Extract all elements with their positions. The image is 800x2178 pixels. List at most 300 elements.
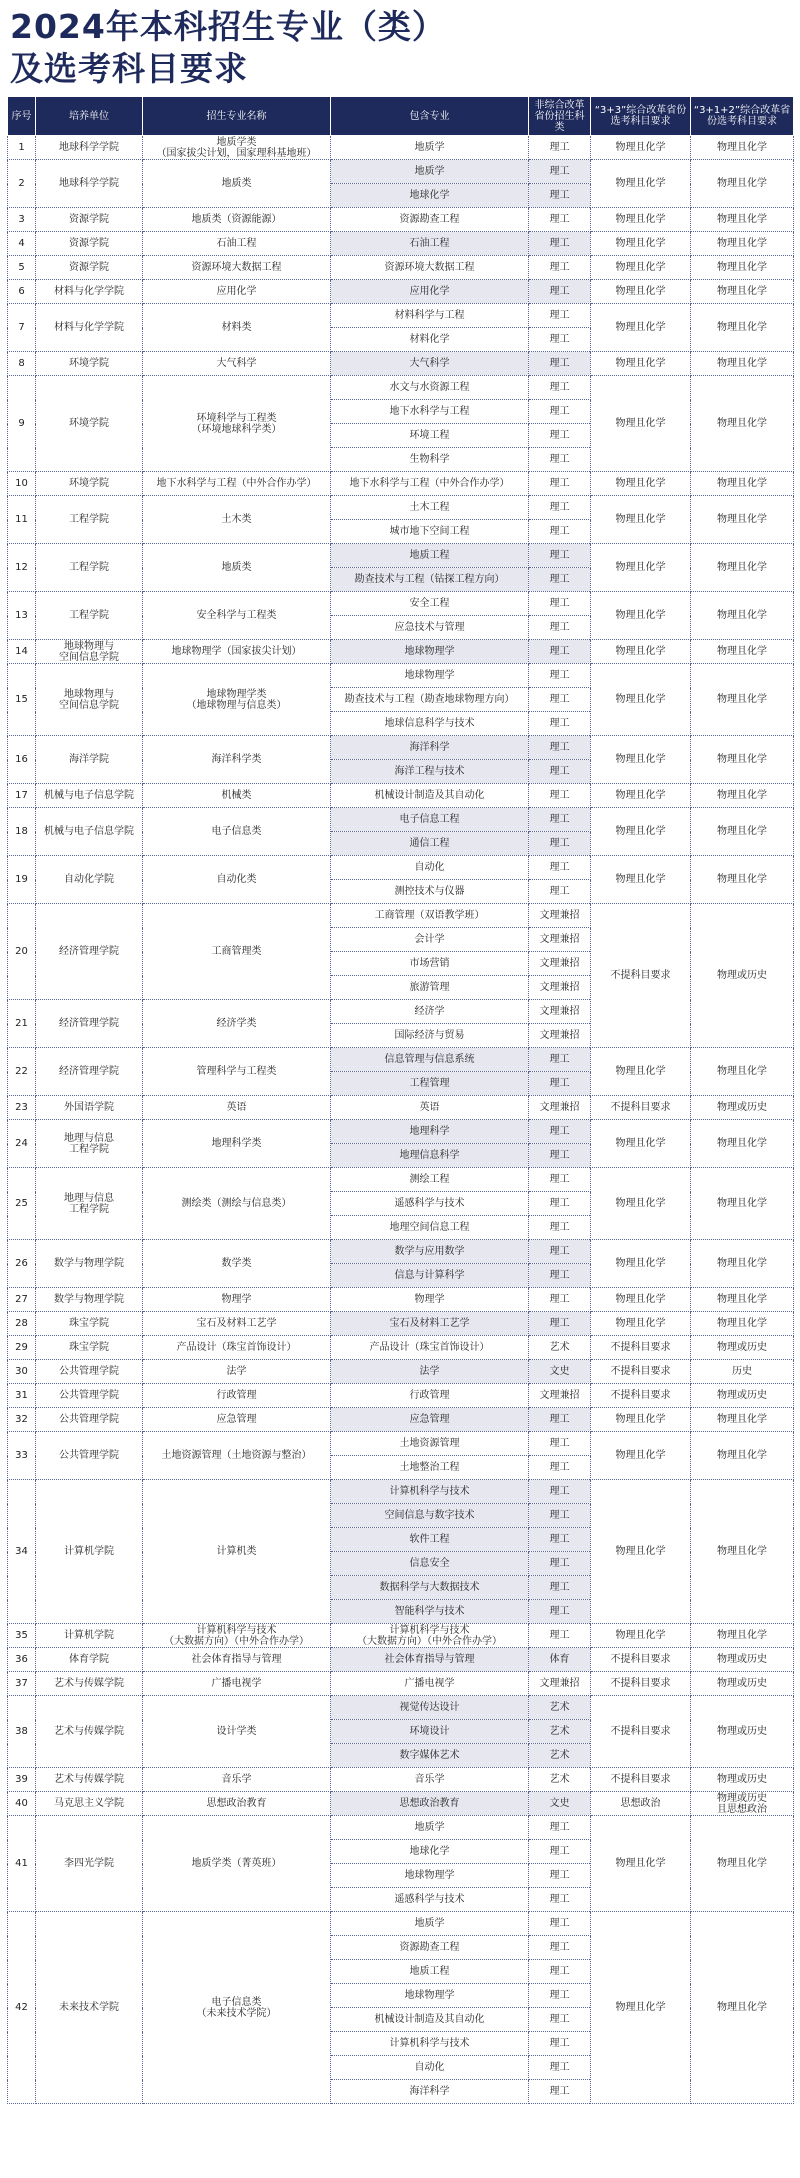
included-major: 土木工程 <box>331 496 529 520</box>
program-name: 数学类 <box>143 1240 331 1288</box>
training-unit: 工程学院 <box>36 496 143 544</box>
program-name: 安全科学与工程类 <box>143 592 331 640</box>
training-unit: 公共管理学院 <box>36 1360 143 1384</box>
admission-track: 文理兼招 <box>529 1672 591 1696</box>
included-major: 地球信息科学与技术 <box>331 712 529 736</box>
included-major: 地理科学 <box>331 1120 529 1144</box>
table-row <box>8 1120 794 1144</box>
program-name: 经济学类 <box>143 1000 331 1048</box>
program-name: 海洋科学类 <box>143 736 331 784</box>
program-name: 应用化学 <box>143 280 331 304</box>
table-row <box>8 136 794 160</box>
training-unit: 数学与物理学院 <box>36 1240 143 1288</box>
requirement-3-1-2: 物理且化学 <box>691 136 794 160</box>
requirement-3-3: 物理且化学 <box>591 1240 691 1288</box>
included-major: 国际经济与贸易 <box>331 1024 529 1048</box>
table-row <box>8 856 794 880</box>
table-row <box>8 256 794 280</box>
requirement-3-3: 不提科目要求 <box>591 1360 691 1384</box>
admission-track: 理工 <box>529 688 591 712</box>
row-number: 4 <box>8 232 36 256</box>
admission-track: 理工 <box>529 1984 591 2008</box>
included-major: 自动化 <box>331 2056 529 2080</box>
requirement-3-3: 不提科目要求 <box>591 1768 691 1792</box>
admission-track: 理工 <box>529 880 591 904</box>
row-number: 8 <box>8 352 36 376</box>
requirement-3-1-2: 物理且化学 <box>691 376 794 472</box>
admission-track: 理工 <box>529 1144 591 1168</box>
training-unit: 珠宝学院 <box>36 1336 143 1360</box>
table-row <box>8 1240 794 1264</box>
program-name: 材料类 <box>143 304 331 352</box>
included-major: 计算机科学与技术 （大数据方向）（中外合作办学） <box>331 1624 529 1648</box>
requirement-3-3: 物理且化学 <box>591 472 691 496</box>
program-name: 法学 <box>143 1360 331 1384</box>
row-number: 11 <box>8 496 36 544</box>
row-number: 10 <box>8 472 36 496</box>
requirement-3-3: 不提科目要求 <box>591 1696 691 1768</box>
requirement-3-3: 不提科目要求 <box>591 1648 691 1672</box>
requirement-3-3: 物理且化学 <box>591 736 691 784</box>
included-major: 旅游管理 <box>331 976 529 1000</box>
admission-track: 理工 <box>529 808 591 832</box>
admission-track: 理工 <box>529 160 591 184</box>
admission-track: 艺术 <box>529 1336 591 1360</box>
admission-track: 文理兼招 <box>529 904 591 928</box>
included-major: 资源勘查工程 <box>331 1936 529 1960</box>
requirement-3-1-2: 物理且化学 <box>691 856 794 904</box>
included-major: 信息管理与信息系统 <box>331 1048 529 1072</box>
admission-track: 理工 <box>529 1120 591 1144</box>
requirement-3-3: 物理且化学 <box>591 1816 691 1912</box>
included-major: 信息与计算科学 <box>331 1264 529 1288</box>
training-unit: 艺术与传媒学院 <box>36 1696 143 1768</box>
admission-track: 理工 <box>529 640 591 664</box>
included-major: 音乐学 <box>331 1768 529 1792</box>
admission-track: 理工 <box>529 1264 591 1288</box>
requirement-3-1-2: 物理且化学 <box>691 1624 794 1648</box>
admission-track: 理工 <box>529 1288 591 1312</box>
included-major: 工程管理 <box>331 1072 529 1096</box>
admission-track: 理工 <box>529 352 591 376</box>
row-number: 32 <box>8 1408 36 1432</box>
included-major: 勘查技术与工程（勘查地球物理方向） <box>331 688 529 712</box>
table-row <box>8 232 794 256</box>
admission-track: 理工 <box>529 328 591 352</box>
requirement-3-1-2: 物理且化学 <box>691 232 794 256</box>
requirement-3-1-2: 物理且化学 <box>691 784 794 808</box>
requirement-3-3: 物理且化学 <box>591 208 691 232</box>
included-major: 数学与应用数学 <box>331 1240 529 1264</box>
requirement-3-3: 物理且化学 <box>591 544 691 592</box>
included-major: 应用化学 <box>331 280 529 304</box>
included-major: 应急技术与管理 <box>331 616 529 640</box>
header-req-3-1-2: “3+1+2”综合改革省份选考科目要求 <box>691 97 794 136</box>
row-number: 1 <box>8 136 36 160</box>
included-major: 行政管理 <box>331 1384 529 1408</box>
included-major: 地球物理学 <box>331 1984 529 2008</box>
requirement-3-1-2: 历史 <box>691 1360 794 1384</box>
included-major: 通信工程 <box>331 832 529 856</box>
admission-track: 理工 <box>529 280 591 304</box>
row-number: 7 <box>8 304 36 352</box>
program-name: 行政管理 <box>143 1384 331 1408</box>
row-number: 42 <box>8 1912 36 2104</box>
requirement-3-3: 物理且化学 <box>591 1624 691 1648</box>
program-name: 物理学 <box>143 1288 331 1312</box>
table-row <box>8 592 794 616</box>
program-name: 地球物理学类 （地球物理与信息类） <box>143 664 331 736</box>
included-major: 自动化 <box>331 856 529 880</box>
table-row <box>8 1768 794 1792</box>
admission-track: 理工 <box>529 616 591 640</box>
included-major: 材料化学 <box>331 328 529 352</box>
admission-track: 理工 <box>529 1408 591 1432</box>
included-major: 机械设计制造及其自动化 <box>331 784 529 808</box>
requirement-3-3: 物理且化学 <box>591 1312 691 1336</box>
admission-track: 理工 <box>529 1432 591 1456</box>
training-unit: 艺术与传媒学院 <box>36 1768 143 1792</box>
table-row <box>8 1360 794 1384</box>
admission-track: 理工 <box>529 1816 591 1840</box>
program-name: 土地资源管理（土地资源与整治） <box>143 1432 331 1480</box>
admission-track: 文理兼招 <box>529 1384 591 1408</box>
included-major: 地球物理学 <box>331 640 529 664</box>
requirement-3-3: 物理且化学 <box>591 784 691 808</box>
row-number: 28 <box>8 1312 36 1336</box>
requirement-3-1-2: 物理且化学 <box>691 1816 794 1912</box>
training-unit: 经济管理学院 <box>36 1048 143 1096</box>
table-row <box>8 1648 794 1672</box>
training-unit: 资源学院 <box>36 208 143 232</box>
program-name: 地下水科学与工程（中外合作办学） <box>143 472 331 496</box>
row-number: 23 <box>8 1096 36 1120</box>
admission-track: 文史 <box>529 1792 591 1816</box>
training-unit: 经济管理学院 <box>36 1000 143 1048</box>
table-row <box>8 304 794 328</box>
included-major: 遥感科学与技术 <box>331 1192 529 1216</box>
training-unit: 材料与化学学院 <box>36 304 143 352</box>
included-major: 市场营销 <box>331 952 529 976</box>
admission-track: 理工 <box>529 592 591 616</box>
included-major: 材料科学与工程 <box>331 304 529 328</box>
row-number: 17 <box>8 784 36 808</box>
header-majors: 包含专业 <box>331 97 529 136</box>
program-name: 应急管理 <box>143 1408 331 1432</box>
requirement-3-3: 思想政治 <box>591 1792 691 1816</box>
included-major: 生物科学 <box>331 448 529 472</box>
admission-track: 理工 <box>529 2032 591 2056</box>
included-major: 应急管理 <box>331 1408 529 1432</box>
admission-track: 理工 <box>529 568 591 592</box>
included-major: 石油工程 <box>331 232 529 256</box>
program-name: 社会体育指导与管理 <box>143 1648 331 1672</box>
requirement-3-1-2: 物理或历史 <box>691 1384 794 1408</box>
program-name: 自动化类 <box>143 856 331 904</box>
included-major: 物理学 <box>331 1288 529 1312</box>
training-unit: 数学与物理学院 <box>36 1288 143 1312</box>
row-number: 41 <box>8 1816 36 1912</box>
table-row <box>8 1696 794 1720</box>
training-unit: 地理与信息 工程学院 <box>36 1120 143 1168</box>
requirement-3-1-2: 物理且化学 <box>691 592 794 640</box>
training-unit: 外国语学院 <box>36 1096 143 1120</box>
requirement-3-3: 物理且化学 <box>591 304 691 352</box>
requirement-3-3: 物理且化学 <box>591 1912 691 2104</box>
requirement-3-3: 物理且化学 <box>591 352 691 376</box>
admission-track: 理工 <box>529 2008 591 2032</box>
included-major: 地质工程 <box>331 544 529 568</box>
row-number: 3 <box>8 208 36 232</box>
row-number: 24 <box>8 1120 36 1168</box>
row-number: 31 <box>8 1384 36 1408</box>
requirement-3-1-2: 物理且化学 <box>691 1120 794 1168</box>
admission-track: 理工 <box>529 376 591 400</box>
page-title <box>10 6 446 90</box>
program-name: 管理科学与工程类 <box>143 1048 331 1096</box>
included-major: 经济学 <box>331 1000 529 1024</box>
admission-track: 理工 <box>529 1480 591 1504</box>
row-number: 16 <box>8 736 36 784</box>
included-major: 水文与水资源工程 <box>331 376 529 400</box>
requirement-3-3: 物理且化学 <box>591 280 691 304</box>
table-row <box>8 1672 794 1696</box>
admission-track: 理工 <box>529 1240 591 1264</box>
admission-track: 理工 <box>529 760 591 784</box>
admission-track: 理工 <box>529 1840 591 1864</box>
included-major: 安全工程 <box>331 592 529 616</box>
training-unit: 李四光学院 <box>36 1816 143 1912</box>
requirement-3-3: 物理且化学 <box>591 592 691 640</box>
requirement-3-1-2: 物理且化学 <box>691 1432 794 1480</box>
included-major: 地下水科学与工程（中外合作办学） <box>331 472 529 496</box>
header-no: 序号 <box>8 97 36 136</box>
table-row <box>8 280 794 304</box>
table-row <box>8 208 794 232</box>
admission-track: 文理兼招 <box>529 1024 591 1048</box>
training-unit: 机械与电子信息学院 <box>36 808 143 856</box>
requirement-3-3: 物理且化学 <box>591 496 691 544</box>
admission-track: 理工 <box>529 1552 591 1576</box>
header-track: 非综合改革省份招生科类 <box>529 97 591 136</box>
requirement-3-3: 物理且化学 <box>591 1432 691 1480</box>
table-row <box>8 808 794 832</box>
table-row <box>8 1816 794 1840</box>
admission-track: 理工 <box>529 856 591 880</box>
row-number: 14 <box>8 640 36 664</box>
training-unit: 自动化学院 <box>36 856 143 904</box>
included-major: 数字媒体艺术 <box>331 1744 529 1768</box>
training-unit: 公共管理学院 <box>36 1384 143 1408</box>
training-unit: 资源学院 <box>36 256 143 280</box>
training-unit: 地球物理与 空间信息学院 <box>36 640 143 664</box>
table-row <box>8 160 794 184</box>
included-major: 思想政治教育 <box>331 1792 529 1816</box>
requirement-3-1-2: 物理且化学 <box>691 472 794 496</box>
admission-track: 理工 <box>529 304 591 328</box>
requirement-3-1-2: 物理且化学 <box>691 1168 794 1240</box>
included-major: 计算机科学与技术 <box>331 2032 529 2056</box>
row-number: 39 <box>8 1768 36 1792</box>
requirement-3-1-2: 物理且化学 <box>691 1408 794 1432</box>
requirement-3-3: 物理且化学 <box>591 232 691 256</box>
table-row <box>8 1168 794 1192</box>
admission-track: 体育 <box>529 1648 591 1672</box>
title-line-1: 2024年本科招生专业（类） <box>10 7 446 46</box>
admission-track: 艺术 <box>529 1696 591 1720</box>
requirement-3-3: 不提科目要求 <box>591 904 691 1048</box>
admission-track: 理工 <box>529 1912 591 1936</box>
training-unit: 地球科学学院 <box>36 136 143 160</box>
admission-track: 理工 <box>529 1936 591 1960</box>
requirement-3-3: 物理且化学 <box>591 160 691 208</box>
requirement-3-1-2: 物理或历史 <box>691 1336 794 1360</box>
table-row <box>8 1312 794 1336</box>
table-body <box>8 136 794 2104</box>
table-row <box>8 640 794 664</box>
training-unit: 地球科学学院 <box>36 160 143 208</box>
table-row <box>8 1288 794 1312</box>
row-number: 33 <box>8 1432 36 1480</box>
row-number: 38 <box>8 1696 36 1768</box>
admission-track: 理工 <box>529 136 591 160</box>
program-name: 地质学类 （国家拔尖计划，国家理科基地班） <box>143 136 331 160</box>
requirement-3-1-2: 物理或历史 <box>691 1768 794 1792</box>
requirement-3-3: 不提科目要求 <box>591 1096 691 1120</box>
included-major: 地球化学 <box>331 184 529 208</box>
included-major: 环境设计 <box>331 1720 529 1744</box>
admission-track: 文理兼招 <box>529 976 591 1000</box>
program-name: 电子信息类 （未来技术学院） <box>143 1912 331 2104</box>
included-major: 空间信息与数字技术 <box>331 1504 529 1528</box>
table-row <box>8 544 794 568</box>
row-number: 29 <box>8 1336 36 1360</box>
program-name: 土木类 <box>143 496 331 544</box>
admission-track: 理工 <box>529 424 591 448</box>
requirement-3-1-2: 物理且化学 <box>691 640 794 664</box>
training-unit: 计算机学院 <box>36 1480 143 1624</box>
admission-track: 理工 <box>529 736 591 760</box>
included-major: 智能科学与技术 <box>331 1600 529 1624</box>
included-major: 大气科学 <box>331 352 529 376</box>
included-major: 产品设计（珠宝首饰设计） <box>331 1336 529 1360</box>
requirement-3-1-2: 物理且化学 <box>691 160 794 208</box>
admission-track: 文史 <box>529 1360 591 1384</box>
admission-track: 理工 <box>529 1216 591 1240</box>
row-number: 37 <box>8 1672 36 1696</box>
included-major: 地质学 <box>331 1816 529 1840</box>
requirement-3-1-2: 物理或历史 <box>691 904 794 1048</box>
training-unit: 环境学院 <box>36 376 143 472</box>
program-name: 设计学类 <box>143 1696 331 1768</box>
table-row <box>8 1096 794 1120</box>
admission-track: 理工 <box>529 1528 591 1552</box>
requirement-3-3: 物理且化学 <box>591 1048 691 1096</box>
requirement-3-1-2: 物理且化学 <box>691 544 794 592</box>
table-row <box>8 1048 794 1072</box>
training-unit: 公共管理学院 <box>36 1432 143 1480</box>
program-name: 大气科学 <box>143 352 331 376</box>
row-number: 30 <box>8 1360 36 1384</box>
program-name: 工商管理类 <box>143 904 331 1000</box>
admission-track: 理工 <box>529 712 591 736</box>
training-unit: 地理与信息 工程学院 <box>36 1168 143 1240</box>
admission-track: 理工 <box>529 400 591 424</box>
admission-track: 理工 <box>529 232 591 256</box>
table-row <box>8 1624 794 1648</box>
admission-track: 理工 <box>529 1312 591 1336</box>
program-name: 产品设计（珠宝首饰设计） <box>143 1336 331 1360</box>
program-name: 资源环境大数据工程 <box>143 256 331 280</box>
program-name: 思想政治教育 <box>143 1792 331 1816</box>
requirement-3-1-2: 物理且化学 <box>691 208 794 232</box>
included-major: 环境工程 <box>331 424 529 448</box>
table-row <box>8 1792 794 1816</box>
included-major: 土地整治工程 <box>331 1456 529 1480</box>
requirement-3-1-2: 物理或历史 且思想政治 <box>691 1792 794 1816</box>
program-name: 计算机类 <box>143 1480 331 1624</box>
requirement-3-3: 物理且化学 <box>591 256 691 280</box>
admission-track: 文理兼招 <box>529 928 591 952</box>
admission-track: 理工 <box>529 208 591 232</box>
table-row <box>8 664 794 688</box>
row-number: 25 <box>8 1168 36 1240</box>
included-major: 地球物理学 <box>331 664 529 688</box>
table-row <box>8 1432 794 1456</box>
included-major: 遥感科学与技术 <box>331 1888 529 1912</box>
admission-track: 理工 <box>529 1888 591 1912</box>
program-name: 电子信息类 <box>143 808 331 856</box>
table-row <box>8 736 794 760</box>
requirement-3-3: 物理且化学 <box>591 1120 691 1168</box>
requirement-3-3: 物理且化学 <box>591 664 691 736</box>
row-number: 5 <box>8 256 36 280</box>
training-unit: 环境学院 <box>36 472 143 496</box>
requirement-3-1-2: 物理且化学 <box>691 736 794 784</box>
requirement-3-3: 物理且化学 <box>591 136 691 160</box>
requirement-3-3: 物理且化学 <box>591 1480 691 1624</box>
included-major: 地球化学 <box>331 1840 529 1864</box>
program-name: 地质类 <box>143 160 331 208</box>
program-name: 音乐学 <box>143 1768 331 1792</box>
program-name: 测绘类（测绘与信息类） <box>143 1168 331 1240</box>
included-major: 社会体育指导与管理 <box>331 1648 529 1672</box>
admission-track: 理工 <box>529 544 591 568</box>
admission-track: 艺术 <box>529 1720 591 1744</box>
included-major: 地理空间信息工程 <box>331 1216 529 1240</box>
admission-track: 文理兼招 <box>529 1000 591 1024</box>
admission-track: 理工 <box>529 832 591 856</box>
admission-track: 理工 <box>529 1624 591 1648</box>
included-major: 计算机科学与技术 <box>331 1480 529 1504</box>
row-number: 26 <box>8 1240 36 1288</box>
included-major: 地球物理学 <box>331 1864 529 1888</box>
admission-track: 理工 <box>529 496 591 520</box>
program-name: 地理科学类 <box>143 1120 331 1168</box>
included-major: 广播电视学 <box>331 1672 529 1696</box>
admission-track: 理工 <box>529 1600 591 1624</box>
admission-track: 理工 <box>529 1960 591 1984</box>
requirement-3-1-2: 物理且化学 <box>691 1480 794 1624</box>
training-unit: 环境学院 <box>36 352 143 376</box>
row-number: 34 <box>8 1480 36 1624</box>
included-major: 海洋科学 <box>331 736 529 760</box>
requirement-3-3: 物理且化学 <box>591 1408 691 1432</box>
included-major: 土地资源管理 <box>331 1432 529 1456</box>
included-major: 数据科学与大数据技术 <box>331 1576 529 1600</box>
requirement-3-3: 不提科目要求 <box>591 1336 691 1360</box>
admission-track: 理工 <box>529 448 591 472</box>
